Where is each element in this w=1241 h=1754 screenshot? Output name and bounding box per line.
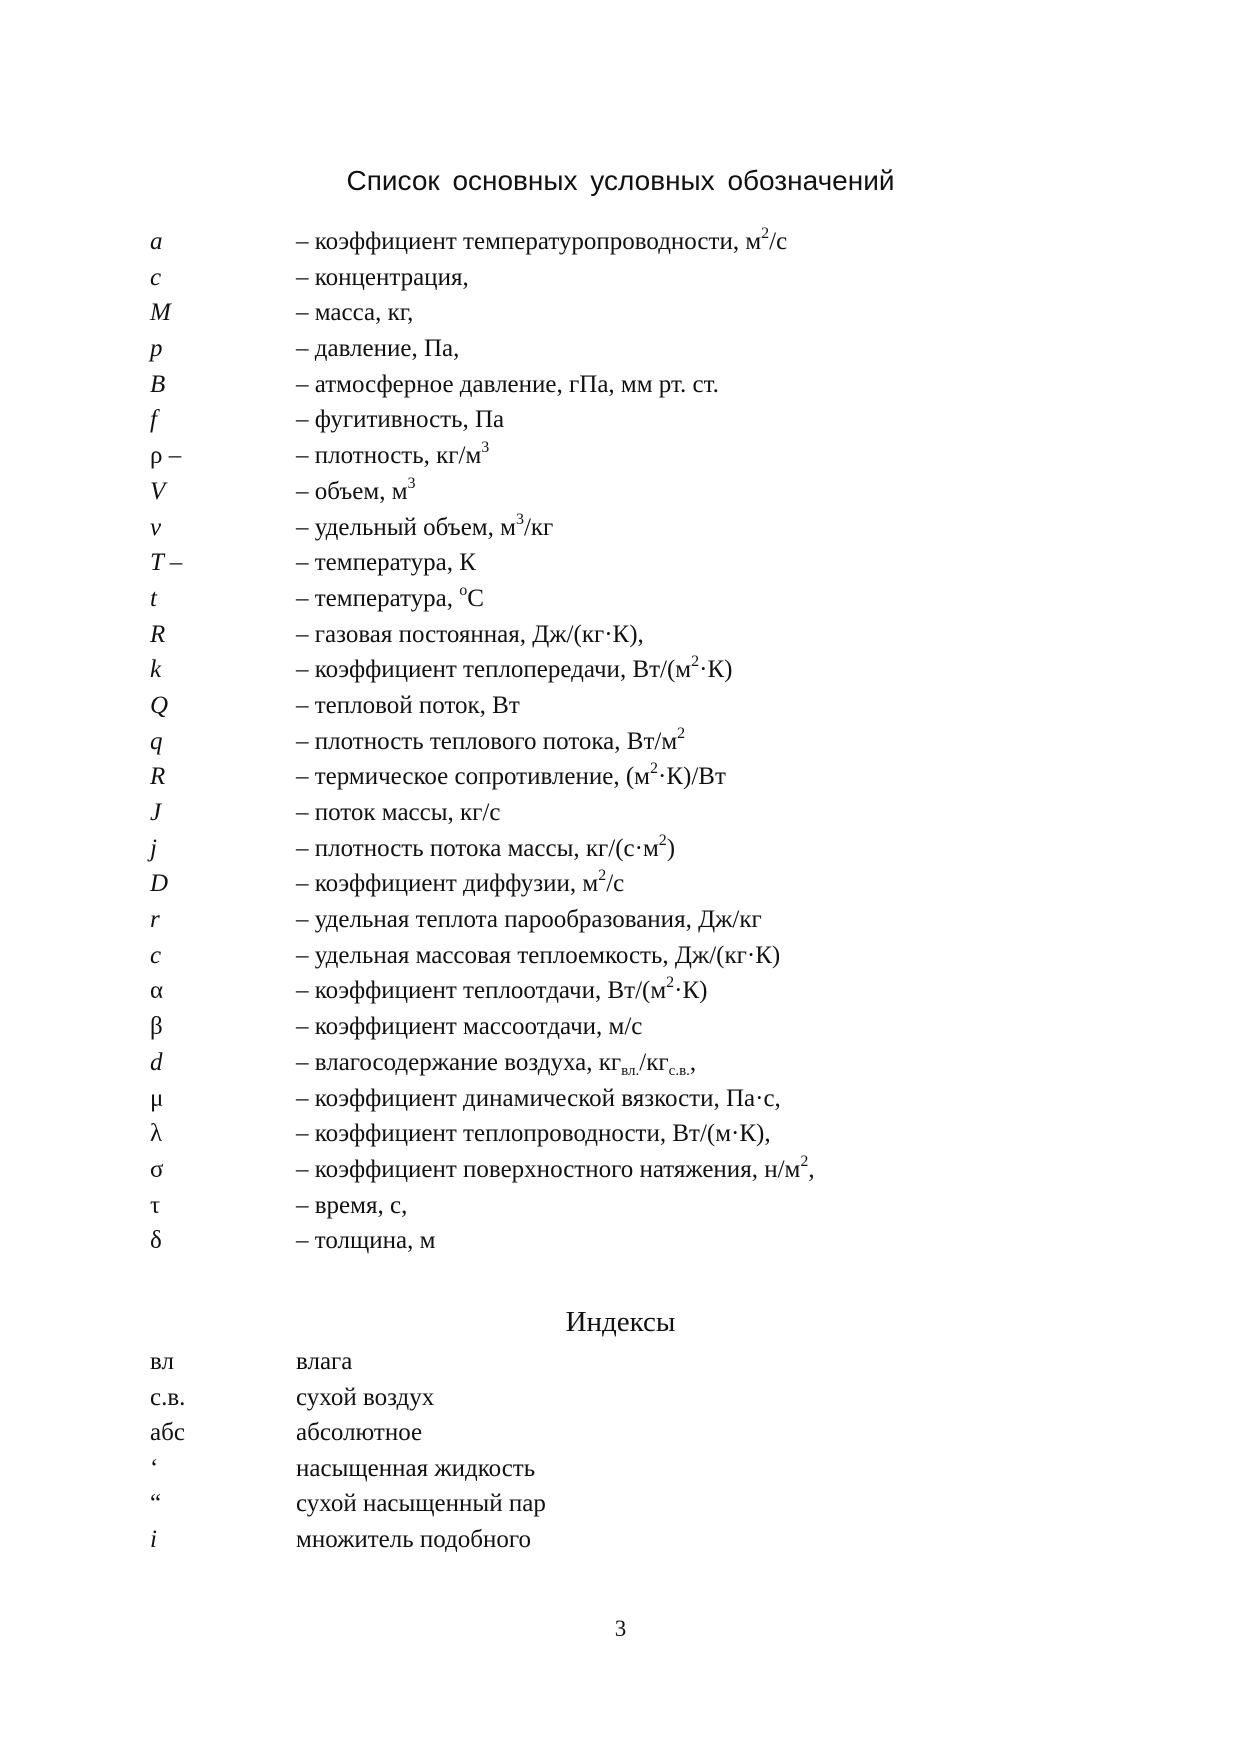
symbol-description — [296, 402, 504, 437]
symbol-description — [296, 617, 644, 652]
symbol-row — [0, 224, 1241, 260]
symbol-description — [296, 902, 762, 937]
index-symbol: с.в. — [150, 1383, 186, 1411]
symbol: d — [150, 1048, 163, 1076]
symbol-description — [296, 510, 553, 545]
superscript: о — [459, 581, 468, 599]
superscript: 2 — [677, 724, 686, 742]
symbol-description — [296, 652, 732, 687]
description-text: – тепловой поток, Вт — [296, 691, 520, 719]
index-description: сухой насыщенный пар — [296, 1490, 546, 1518]
description-text: – плотность, кг/м — [296, 442, 482, 470]
symbol-description — [296, 295, 413, 330]
symbol-description — [296, 260, 469, 295]
symbol-row — [0, 402, 1241, 438]
index-description: абсолютное — [296, 1419, 423, 1447]
index-symbol: i — [150, 1525, 157, 1553]
superscript: 3 — [481, 439, 490, 457]
symbol: V — [150, 477, 166, 505]
index-symbol: вл — [150, 1348, 174, 1375]
symbol: t — [150, 584, 157, 612]
symbol-row — [0, 1081, 1241, 1117]
symbol: D — [150, 870, 169, 898]
description-text: – коэффициент массоотдачи, м/с — [296, 1013, 643, 1041]
symbol: j — [150, 834, 157, 862]
index-description: насыщенная жидкость — [296, 1454, 536, 1482]
symbol-row — [0, 652, 1241, 688]
symbol-description — [296, 795, 500, 830]
description-text: – поток массы, кг/с — [296, 799, 501, 826]
symbol-description — [296, 331, 459, 366]
symbol-row — [0, 795, 1241, 831]
symbol: λ — [150, 1120, 163, 1148]
symbol-description — [296, 938, 780, 973]
symbol-row — [0, 866, 1241, 902]
superscript: 2 — [666, 974, 675, 992]
symbol: c — [150, 263, 162, 291]
symbol: f — [150, 406, 157, 434]
description-tail: /кг — [639, 1048, 669, 1076]
description-text: – плотность теплового потока, Вт/м — [296, 727, 678, 755]
description-tail: /с — [606, 870, 625, 898]
symbol: β — [150, 1013, 163, 1041]
superscript: 2 — [598, 867, 607, 885]
description-text: – коэффициент теплопроводности, Вт/(м·К), — [296, 1120, 771, 1148]
symbol-row — [0, 902, 1241, 938]
symbol-row — [0, 474, 1241, 510]
symbol-description — [296, 1045, 696, 1080]
symbol-row — [0, 581, 1241, 617]
symbol: T – — [150, 549, 183, 577]
symbol-description — [296, 866, 624, 901]
symbol: r — [150, 906, 160, 934]
symbol-row — [0, 545, 1241, 581]
symbol: R — [150, 620, 166, 648]
description-text: – газовая постоянная, Дж/(кг·К), — [296, 620, 644, 648]
symbol-row — [0, 1188, 1241, 1224]
superscript: 2 — [761, 225, 770, 242]
description-text: – коэффициент теплопередачи, Вт/(м — [296, 656, 692, 684]
description-text: – влагосодержание воздуха, кг — [296, 1048, 622, 1076]
description-tail: /с — [769, 228, 788, 255]
superscript: 2 — [658, 831, 667, 849]
symbol-row — [0, 438, 1241, 474]
description-text: – удельная массовая теплоемкость, Дж/(кг·К) — [296, 941, 781, 969]
symbol: p — [150, 335, 163, 363]
symbol-row — [0, 973, 1241, 1009]
symbol-description — [296, 1223, 435, 1258]
symbol-description — [296, 224, 787, 259]
index-row — [0, 1522, 1241, 1558]
symbol-description — [296, 759, 726, 794]
symbol-description — [296, 545, 476, 580]
symbol-description — [296, 973, 707, 1008]
symbol-row — [0, 260, 1241, 296]
symbol-description — [296, 724, 685, 759]
symbol-description — [296, 831, 675, 866]
description-text: – плотность потока массы, кг/(с·м — [296, 834, 659, 862]
symbol-description — [296, 581, 484, 616]
symbol-row — [0, 1045, 1241, 1081]
description-tail: ·К)/Вт — [658, 763, 726, 791]
superscript: 2 — [691, 653, 700, 671]
description-text: – коэффициент поверхностного натяжения, н/м — [296, 1155, 801, 1183]
symbol: μ — [150, 1084, 164, 1112]
description-text: – коэффициент температуропроводности, м — [296, 228, 762, 255]
symbol: τ — [150, 1191, 161, 1219]
symbol: a — [150, 228, 163, 255]
symbol-row — [0, 1116, 1241, 1152]
symbol-row — [0, 724, 1241, 760]
symbol-row — [0, 510, 1241, 546]
index-description: множитель подобного — [296, 1525, 531, 1553]
symbol: q — [150, 727, 163, 755]
symbol-row — [0, 759, 1241, 795]
symbol-row — [0, 831, 1241, 867]
symbol: B — [150, 370, 166, 398]
symbol-row — [0, 938, 1241, 974]
symbol-description — [296, 1116, 771, 1151]
symbol: c — [150, 941, 162, 969]
description-tail: /кг — [523, 513, 554, 541]
symbol-row — [0, 367, 1241, 403]
symbol: Q — [150, 691, 169, 719]
index-symbol: “ — [150, 1490, 162, 1518]
subscript: с.в. — [668, 1062, 690, 1079]
symbol-row — [0, 1223, 1241, 1259]
symbol-description — [296, 1152, 815, 1187]
symbol-row — [0, 617, 1241, 653]
description-text: – фугитивность, Па — [296, 406, 505, 434]
symbol: M — [150, 299, 171, 327]
description-text: – концентрация, — [296, 263, 469, 291]
page-number: 3 — [614, 1616, 627, 1641]
symbol-row — [0, 331, 1241, 367]
subscript: вл. — [621, 1062, 640, 1079]
description-tail: ·К) — [699, 656, 733, 684]
description-tail: ·К) — [674, 977, 708, 1005]
symbol-description — [296, 1009, 642, 1044]
index-symbol: ‘ — [150, 1454, 159, 1482]
superscript: 3 — [515, 510, 524, 528]
index-row — [0, 1380, 1241, 1416]
description-text: – температура, К — [296, 549, 476, 577]
description-text: – масса, кг, — [296, 299, 414, 327]
symbol-description — [296, 474, 416, 509]
symbols-list — [0, 224, 1241, 1259]
indices-title: Индексы — [565, 1306, 676, 1338]
symbol-description — [296, 1188, 407, 1223]
description-tail: , — [689, 1048, 697, 1076]
index-symbol: абс — [150, 1419, 185, 1447]
description-text: – коэффициент теплоотдачи, Вт/(м — [296, 977, 667, 1005]
symbol: J — [150, 799, 162, 826]
description-tail: ) — [666, 834, 676, 862]
description-tail: , — [808, 1155, 815, 1183]
symbol: ρ – — [150, 442, 182, 470]
index-row — [0, 1344, 1241, 1380]
index-row — [0, 1415, 1241, 1451]
index-description: сухой воздух — [296, 1383, 435, 1411]
index-row — [0, 1451, 1241, 1487]
symbol-description — [296, 367, 719, 402]
description-text: – термическое сопротивление, (м — [296, 763, 651, 791]
symbol-row — [0, 295, 1241, 331]
symbol: k — [150, 656, 162, 684]
description-text: – объем, м — [296, 477, 408, 505]
superscript: 3 — [407, 474, 416, 492]
symbol-description — [296, 1081, 781, 1116]
page-title: Список основных условных обозначений — [346, 165, 895, 196]
indices-list — [0, 1344, 1241, 1558]
symbol-row — [0, 688, 1241, 724]
description-text: – коэффициент динамической вязкости, Па·с, — [296, 1084, 781, 1112]
symbol-description — [296, 438, 489, 473]
symbol-row — [0, 1152, 1241, 1188]
description-text: – давление, Па, — [296, 335, 460, 363]
description-text: – коэффициент диффузии, м — [296, 870, 599, 898]
description-text: – температура, — [296, 584, 460, 612]
description-tail: С — [467, 584, 484, 612]
description-text: – удельный объем, м — [296, 513, 516, 541]
description-text: – удельная теплота парообразования, Дж/кг — [296, 906, 762, 934]
superscript: 2 — [650, 760, 659, 778]
symbol: δ — [150, 1227, 162, 1255]
symbol: R — [150, 763, 166, 791]
description-text: – атмосферное давление, гПа, мм рт. ст. — [296, 370, 719, 398]
symbol-row — [0, 1009, 1241, 1045]
index-description: влага — [296, 1348, 353, 1375]
superscript: 2 — [800, 1152, 809, 1170]
symbol-description — [296, 688, 520, 723]
description-text: – толщина, м — [296, 1227, 436, 1255]
description-text: – время, с, — [296, 1191, 408, 1219]
symbol: α — [150, 977, 164, 1005]
symbol: σ — [150, 1155, 164, 1183]
symbol: v — [150, 513, 162, 541]
index-row — [0, 1486, 1241, 1522]
